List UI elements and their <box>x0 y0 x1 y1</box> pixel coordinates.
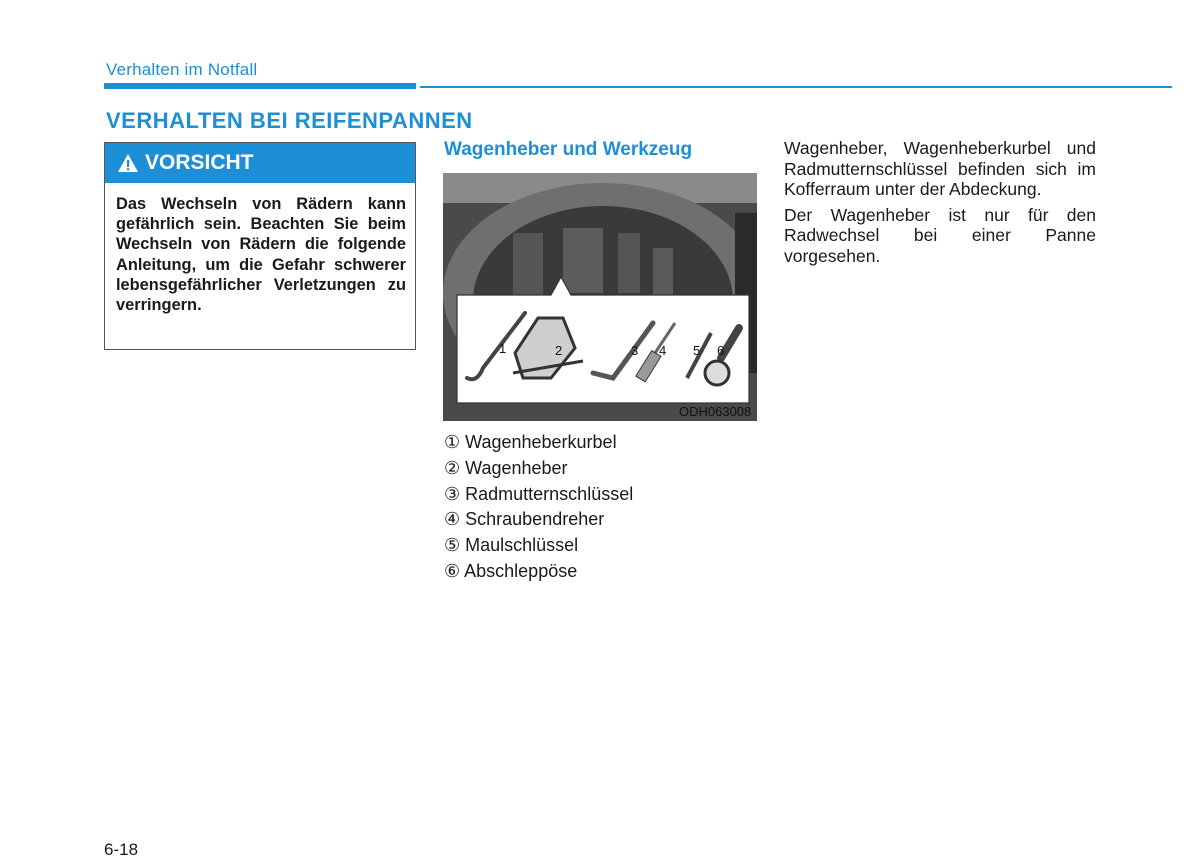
callout-3: 3 <box>631 343 639 358</box>
header-rule-thin <box>420 86 1172 88</box>
list-item: ④ Schraubendreher <box>444 509 605 530</box>
callout-2: 2 <box>555 343 563 358</box>
warning-box <box>104 142 416 350</box>
section-title: Verhalten im Notfall <box>106 60 258 79</box>
tools-figure <box>443 173 757 421</box>
warning-triangle-icon <box>117 153 139 173</box>
callout-6: 6 <box>717 343 725 358</box>
page-number: 6-18 <box>104 840 139 859</box>
warning-text: Das Wechseln von Rädern kann gefährlich sein. Beachten Sie beim Wechseln von Rädern die folgende Anleitung, um die Gefahr schwerer lebensgefährlicher Verletzungen zu verringern. <box>116 195 406 315</box>
chapter-title: VERHALTEN BEI REIFENPANNEN <box>106 108 473 133</box>
list-item: ③ Radmutternschlüssel <box>444 483 634 504</box>
callout-4: 4 <box>659 343 667 358</box>
warning-label: VORSICHT <box>145 151 254 174</box>
tools-heading: Wagenheber und Werkzeug <box>444 139 693 160</box>
paragraph: Der Wagenheber ist nur für den Radwechsel bei einer Panne vorgesehen. <box>784 204 1096 266</box>
list-item: ⑤ Maulschlüssel <box>444 535 579 556</box>
callout-1: 1 <box>499 341 507 356</box>
right-column <box>784 138 1096 271</box>
callout-5: 5 <box>693 343 701 358</box>
list-item: ② Wagenheber <box>444 457 568 478</box>
list-item: ① Wagenheberkurbel <box>444 432 617 452</box>
list-item: ⑥ Abschleppöse <box>444 560 578 581</box>
figure-code: ODH063008 <box>679 404 752 419</box>
tool-list <box>444 430 633 585</box>
header-rule-thick <box>104 83 416 89</box>
paragraph: Wagenheber, Wagenheberkurbel und Radmutternschlüssel befinden sich im Kofferraum unter der Abdeckung. <box>784 138 1096 199</box>
warning-header <box>105 143 415 183</box>
